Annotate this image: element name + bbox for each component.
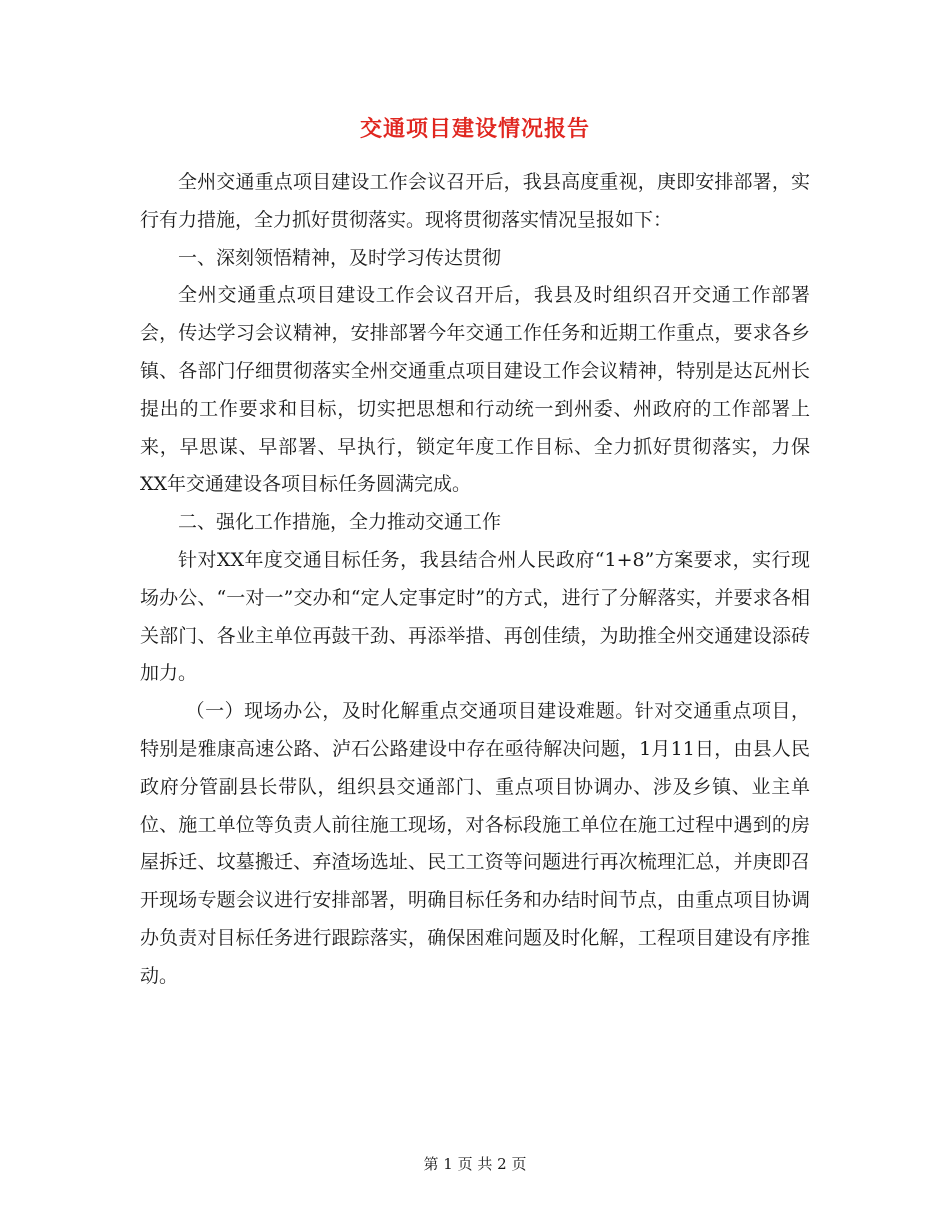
intro-paragraph: 全州交通重点项目建设工作会议召开后，我县高度重视，庚即安排部署，实行有力措施，全力抓好贯彻落实。现将贯彻落实情况呈报如下： (140, 171, 810, 231)
section-1-paragraph: 全州交通重点项目建设工作会议召开后，我县及时组织召开交通工作部署会，传达学习会议精神，安排部署今年交通工作任务和近期工作重点，要求各乡镇、各部门仔细贯彻落实全州交通重点项目建设工作会议精神，特别是达瓦州长提出的工作要求和目标，切实把思想和行动统一到州委、州政府的工作部署上来，早思谋、早部署、早执行，锁定年度工作目标、全力抓好贯彻落实，力保XX年交通建设各项目标任务圆满完成。 (140, 284, 810, 496)
section-2-paragraph: 针对XX年度交通目标任务，我县结合州人民政府“1+8”方案要求，实行现场办公、“一对一”交办和“定人定事定时”的方式，进行了分解落实，并要求各相关部门、各业主单位再鼓干劲、再添举措、再创佳绩，为助推全州交通建设添砖加力。 (140, 548, 810, 685)
section-heading-2: 二、强化工作措施，全力推动交通工作 (178, 511, 502, 534)
section-heading-1: 一、深刻领悟精神，及时学习传达贯彻 (178, 246, 502, 269)
subsection-1-paragraph: （一）现场办公，及时化解重点交通项目建设难题。针对交通重点项目，特别是雅康高速公路、泸石公路建设中存在亟待解决问题，1月11日，由县人民政府分管副县长带队，组织县交通部门、重点项目协调办、涉及乡镇、业主单位、施工单位等负责人前往施工现场，对各标段施工单位在施工过程中遇到的房屋拆迁、坟墓搬迁、弃渣场选址、民工工资等问题进行再次梳理汇总，并庚即召开现场专题会议进行安排部署，明确目标任务和办结时间节点，由重点项目协调办负责对目标任务进行跟踪落实，确保困难问题及时化解，工程项目建设有序推动。 (140, 700, 810, 987)
document-title: 交通项目建设情况报告 (359, 116, 590, 142)
page-number-footer: 第 1 页 共 2 页 (423, 1155, 527, 1173)
document-body (140, 164, 810, 996)
